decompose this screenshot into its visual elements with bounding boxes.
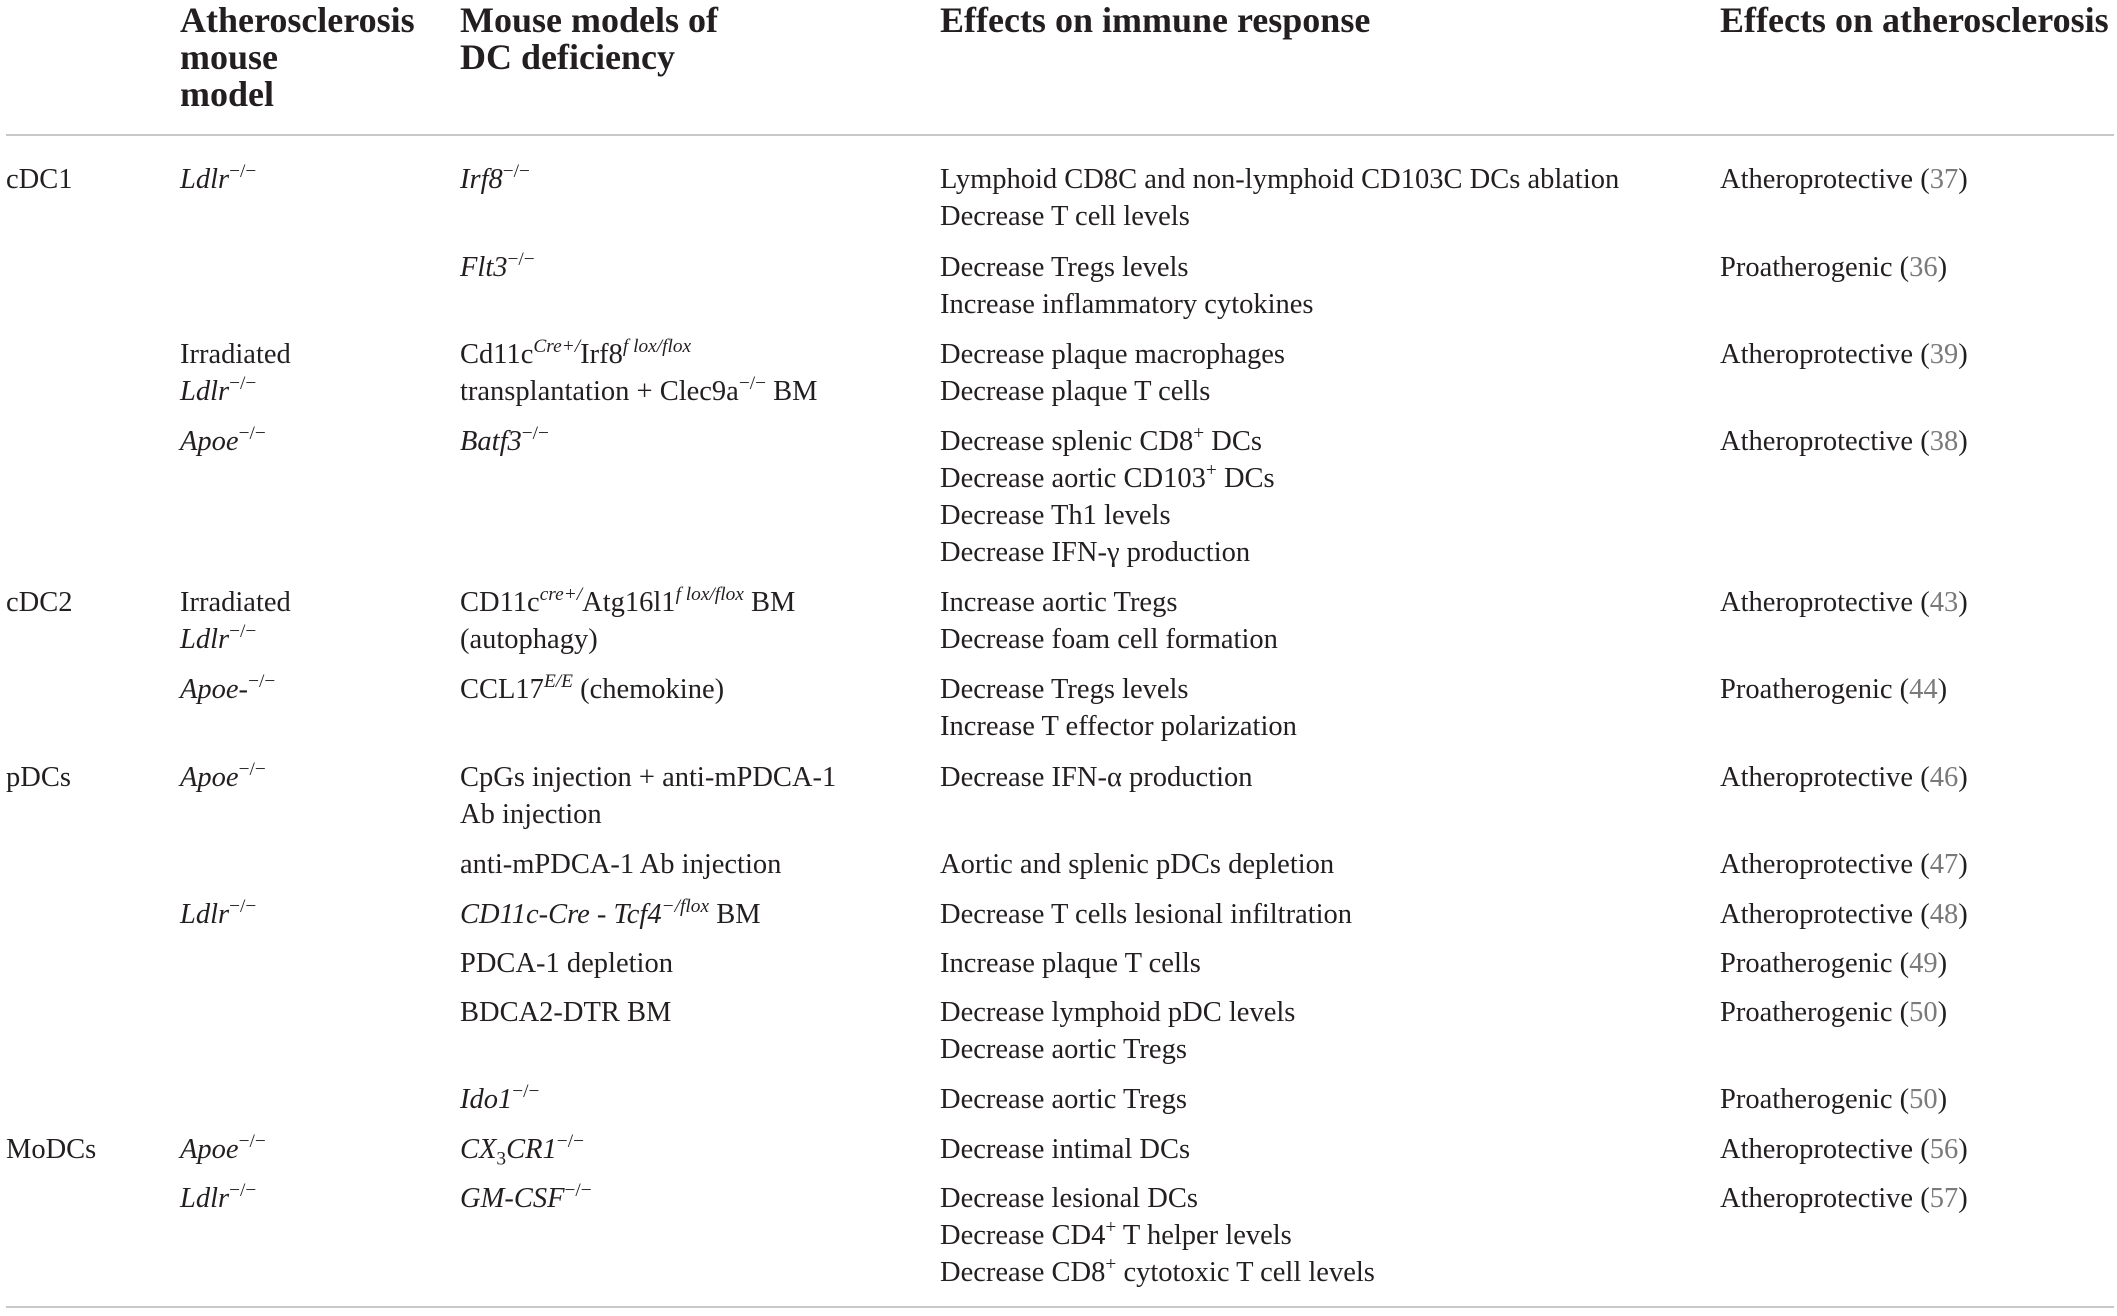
- effect-line: Decrease IFN-γ production: [940, 537, 1251, 568]
- effect-line: Decrease aortic Tregs: [940, 1034, 1187, 1065]
- outcome: [1720, 423, 1968, 460]
- ref-link[interactable]: (48): [1920, 899, 1968, 930]
- deficiency-sup: f lox/flox: [622, 335, 692, 357]
- deficiency-part: CD11c: [460, 587, 540, 618]
- effect-suffix: T helper levels: [1116, 1220, 1292, 1251]
- model-name: Ldlr: [180, 624, 230, 655]
- ref-link[interactable]: (46): [1920, 762, 1968, 793]
- immune-effects: [940, 336, 1285, 410]
- deficiency-part: Cd11c: [460, 339, 534, 370]
- mouse-model: [180, 1131, 266, 1168]
- ref-link[interactable]: (50): [1899, 1084, 1948, 1115]
- effect-line: Decrease plaque T cells: [940, 376, 1211, 407]
- deficiency-sub: 3: [496, 1148, 507, 1170]
- dc-deficiency-model: anti-mPDCA-1 Ab injection: [460, 849, 782, 880]
- outcome-label: Proatherogenic: [1720, 948, 1893, 979]
- immune-effects: [940, 584, 1278, 658]
- model-name: Apoe: [180, 426, 239, 457]
- immune-effects: Decrease T cells lesional infiltration: [940, 899, 1353, 930]
- dc-deficiency-model: [460, 759, 836, 833]
- outcome-label: Atheroprotective: [1720, 762, 1914, 793]
- outcome-label: Proatherogenic: [1720, 1084, 1893, 1115]
- model-name: Ldlr: [180, 899, 230, 930]
- effect-suffix: DCs: [1204, 426, 1262, 457]
- effect-line: Decrease Tregs levels: [940, 674, 1189, 705]
- dc-deficiency-model: BDCA2-DTR BM: [460, 997, 672, 1028]
- effect-line: Decrease Th1 levels: [940, 500, 1171, 531]
- deficiency-sup: Cre+/: [533, 335, 581, 357]
- deficiency-part: CR1: [506, 1134, 557, 1165]
- mouse-model: [180, 423, 266, 460]
- deficiency-name: Batf3: [460, 426, 522, 457]
- model-sup: −/−: [248, 670, 276, 692]
- immune-effects: Increase plaque T cells: [940, 948, 1201, 979]
- deficiency-sup: E/E: [543, 670, 573, 692]
- outcome: [1720, 945, 1947, 982]
- dc-deficiency-model: [460, 249, 535, 286]
- outcome: [1720, 1081, 1947, 1118]
- mouse-model: [180, 161, 256, 198]
- deficiency-sup: −/−: [738, 372, 767, 394]
- deficiency-part: transplantation + Clec9a: [460, 376, 739, 407]
- effect-suffix: DCs: [1216, 463, 1275, 494]
- outcome-label: Atheroprotective: [1720, 339, 1914, 370]
- effect-line: Decrease CD4: [940, 1220, 1106, 1251]
- immune-effects: [940, 161, 1619, 235]
- deficiency-sup: −/−: [556, 1130, 584, 1152]
- model-name: Ldlr: [180, 1183, 230, 1214]
- outcome: [1720, 994, 1947, 1031]
- dc-deficiency-model: [460, 1131, 584, 1168]
- header-line: DC deficiency: [460, 37, 675, 77]
- dc-subset: cDC1: [6, 164, 73, 195]
- effect-line: Decrease lymphoid pDC levels: [940, 997, 1296, 1028]
- effect-sup: +: [1205, 459, 1217, 481]
- deficiency-sup: −/−: [507, 248, 535, 270]
- effect-line: Decrease plaque macrophages: [940, 339, 1285, 370]
- effect-sup: +: [1105, 1216, 1117, 1238]
- effect-line: Decrease Tregs levels: [940, 252, 1189, 283]
- deficiency-sup: −/−: [521, 422, 549, 444]
- deficiency-part: (autophagy): [460, 624, 598, 655]
- model-name: Ldlr: [180, 164, 230, 195]
- deficiency-name: GM-CSF: [460, 1183, 565, 1214]
- deficiency-name: CD11c-Cre - Tcf4: [460, 899, 662, 930]
- deficiency-name: CCL17: [460, 674, 544, 705]
- deficiency-part: CpGs injection + anti-mPDCA-1: [460, 762, 837, 793]
- dc-deficiency-model: [460, 161, 530, 198]
- outcome: [1720, 336, 1968, 373]
- effect-sup: +: [1193, 422, 1205, 444]
- deficiency-part: BM: [716, 899, 761, 930]
- outcome: [1720, 1131, 1968, 1168]
- deficiency-sup: −/−: [564, 1179, 592, 1201]
- header-line: Atherosclerosis: [180, 0, 415, 40]
- deficiency-sup: −/−: [512, 1080, 540, 1102]
- mouse-model: [180, 1180, 256, 1217]
- outcome: [1720, 584, 1968, 621]
- effect-line: Lymphoid CD8C and non-lymphoid CD103C DCs ablation: [940, 164, 1620, 195]
- mouse-model: [180, 671, 275, 708]
- outcome: [1720, 846, 1968, 883]
- deficiency-part: CX: [460, 1134, 497, 1165]
- header-atherosclerosis-model: [180, 2, 415, 113]
- deficiency-part: BM: [773, 376, 818, 407]
- header-line: model: [180, 74, 274, 114]
- deficiency-sup: −/flox: [661, 895, 710, 917]
- immune-effects: [940, 671, 1297, 745]
- immune-effects: Decrease intimal DCs: [940, 1134, 1191, 1165]
- effect-line: Increase aortic Tregs: [940, 587, 1178, 618]
- deficiency-part: Irf8: [580, 339, 623, 370]
- deficiency-sup: cre+/: [539, 583, 583, 605]
- header-immune-response: Effects on immune response: [940, 0, 1371, 40]
- model-sup: −/−: [229, 160, 257, 182]
- outcome: [1720, 1180, 1968, 1217]
- outcome-label: Proatherogenic: [1720, 997, 1893, 1028]
- ref-link[interactable]: (56): [1920, 1134, 1968, 1165]
- header-atherosclerosis-effects: Effects on atherosclerosis: [1720, 0, 2109, 40]
- effect-line: Decrease foam cell formation: [940, 624, 1278, 655]
- effect-line: Decrease CD8: [940, 1257, 1106, 1288]
- dc-deficiency-model: PDCA-1 depletion: [460, 948, 673, 979]
- outcome-label: Proatherogenic: [1720, 674, 1893, 705]
- bottom-rule: [6, 1306, 2114, 1308]
- immune-effects: [940, 249, 1314, 323]
- outcome: [1720, 896, 1968, 933]
- dc-deficiency-model: [460, 336, 818, 410]
- ref-link[interactable]: (57): [1920, 1183, 1968, 1214]
- deficiency-sup: −/−: [502, 160, 530, 182]
- deficiency-part: (chemokine): [580, 674, 725, 705]
- deficiency-sup: f lox/flox: [675, 583, 744, 605]
- outcome-label: Atheroprotective: [1720, 899, 1914, 930]
- mouse-model: [180, 336, 291, 410]
- immune-effects: [940, 1180, 1375, 1291]
- immune-effects: [940, 994, 1295, 1068]
- outcome: [1720, 759, 1968, 796]
- immune-effects: [940, 759, 1252, 796]
- outcome-label: Atheroprotective: [1720, 587, 1914, 618]
- model-sup: −/−: [229, 620, 257, 642]
- model-name: Apoe: [180, 1134, 239, 1165]
- deficiency-name: Ido1: [460, 1084, 513, 1115]
- header-line: mouse: [180, 37, 278, 77]
- ref-link[interactable]: (44): [1899, 674, 1948, 705]
- ref-link[interactable]: (39): [1920, 339, 1968, 370]
- dc-subset: pDCs: [6, 762, 71, 793]
- effect-line: Decrease IFN-α production: [940, 762, 1253, 793]
- model-name: Ldlr: [180, 376, 230, 407]
- outcome: [1720, 249, 1947, 286]
- outcome: [1720, 671, 1947, 708]
- deficiency-name: Irf8: [460, 164, 503, 195]
- outcome: [1720, 161, 1968, 198]
- dc-deficiency-model: [460, 423, 549, 460]
- model-sup: −/−: [238, 1130, 266, 1152]
- header-line: Mouse models of: [460, 0, 718, 40]
- deficiency-part: BM: [750, 587, 796, 618]
- mouse-model: [180, 896, 256, 933]
- outcome-label: Proatherogenic: [1720, 252, 1893, 283]
- outcome-label: Atheroprotective: [1720, 1183, 1914, 1214]
- ref-link[interactable]: (38): [1920, 426, 1968, 457]
- model-prefix: Irradiated: [180, 339, 291, 370]
- ref-link[interactable]: (47): [1920, 849, 1968, 880]
- effect-suffix: cytotoxic T cell levels: [1116, 1257, 1375, 1288]
- model-sup: −/−: [229, 372, 257, 394]
- dc-subset: cDC2: [6, 587, 73, 618]
- immune-effects: [940, 423, 1275, 571]
- effect-line: Decrease splenic CD8: [940, 426, 1194, 457]
- dc-deficiency-model: [460, 1081, 539, 1118]
- model-sup: −/−: [229, 895, 257, 917]
- model-sup: −/−: [238, 422, 266, 444]
- deficiency-name: Flt3: [460, 252, 508, 283]
- outcome-label: Atheroprotective: [1720, 426, 1914, 457]
- ref-link[interactable]: (43): [1920, 587, 1968, 618]
- mouse-model: [180, 759, 266, 796]
- mouse-model: [180, 584, 291, 658]
- dc-deficiency-model: [460, 896, 761, 933]
- header-rule: [6, 134, 2114, 136]
- effect-sup: +: [1105, 1253, 1117, 1275]
- dc-deficiency-model: [460, 584, 795, 658]
- model-sup: −/−: [229, 1179, 257, 1201]
- deficiency-part: Atg16l1: [582, 587, 676, 618]
- dc-deficiency-model: [460, 671, 724, 708]
- deficiency-part: Ab injection: [460, 799, 602, 830]
- effect-line: Decrease lesional DCs: [940, 1183, 1198, 1214]
- outcome-label: Atheroprotective: [1720, 849, 1914, 880]
- effect-line: Decrease T cell levels: [940, 201, 1190, 232]
- model-name: Apoe-: [180, 674, 249, 705]
- outcome-label: Atheroprotective: [1720, 164, 1914, 195]
- ref-link[interactable]: (37): [1920, 164, 1968, 195]
- immune-effects: Decrease aortic Tregs: [940, 1084, 1187, 1115]
- ref-link[interactable]: (49): [1899, 948, 1948, 979]
- effect-line: Increase inflammatory cytokines: [940, 289, 1314, 320]
- dc-deficiency-model: [460, 1180, 592, 1217]
- outcome-label: Atheroprotective: [1720, 1134, 1914, 1165]
- model-name: Apoe: [180, 762, 239, 793]
- ref-link[interactable]: (50): [1899, 997, 1948, 1028]
- model-sup: −/−: [238, 758, 266, 780]
- immune-effects: Aortic and splenic pDCs depletion: [940, 849, 1335, 880]
- header-dc-deficiency: [460, 2, 718, 76]
- ref-link[interactable]: (36): [1899, 252, 1948, 283]
- dc-subset: MoDCs: [6, 1134, 97, 1165]
- model-prefix: Irradiated: [180, 587, 291, 618]
- effect-line: Decrease aortic CD103: [940, 463, 1206, 494]
- effect-line: Increase T effector polarization: [940, 711, 1297, 742]
